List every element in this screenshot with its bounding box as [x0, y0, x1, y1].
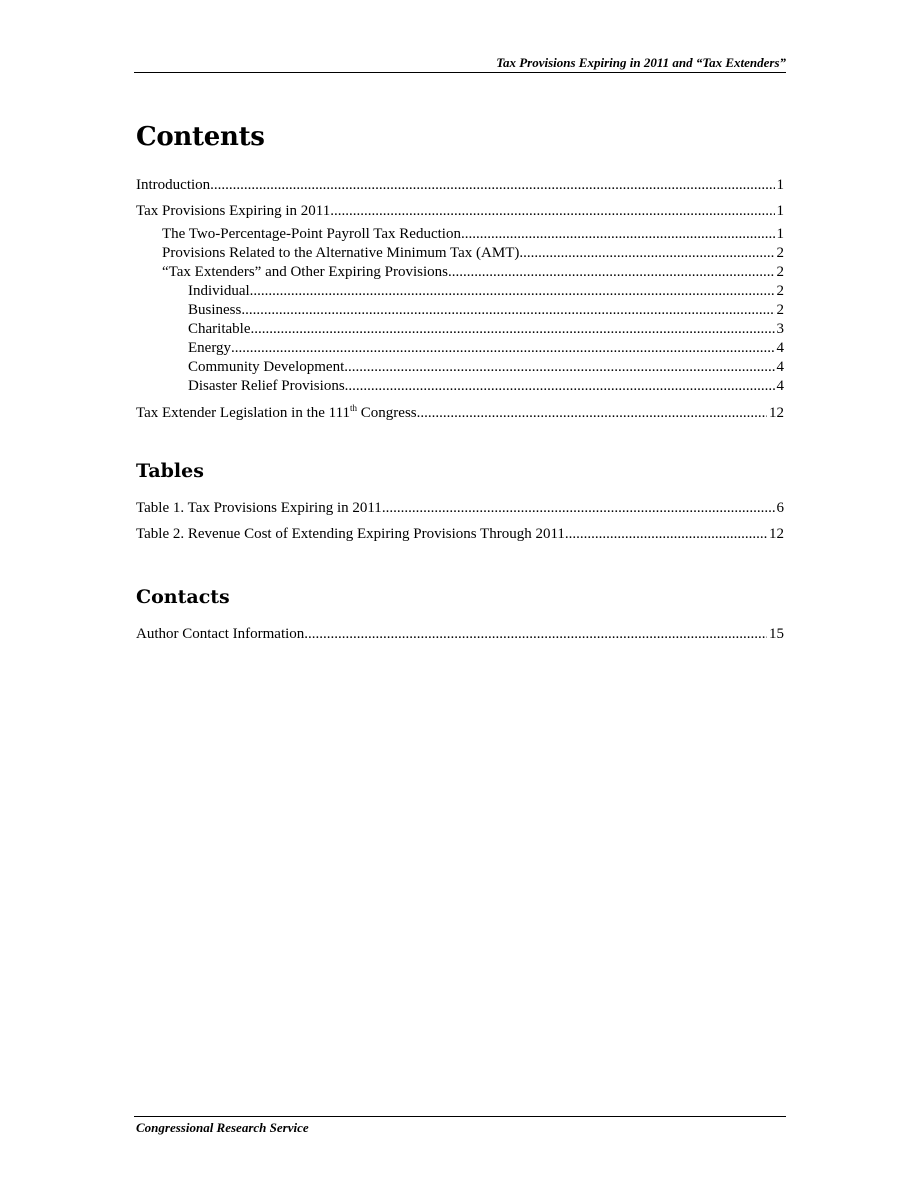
toc-entry-111th-congress[interactable] — [136, 399, 784, 421]
footer-rule — [134, 1116, 786, 1117]
toc-entry-label: Provisions Related to the Alternative Minimum Tax (AMT) — [162, 245, 520, 261]
toc-entry-table-2[interactable] — [136, 525, 784, 544]
toc-entry-introduction[interactable] — [136, 176, 784, 195]
toc-label-text: Congress — [357, 405, 417, 421]
toc-entry-individual[interactable] — [188, 282, 784, 301]
toc-entry-label: Charitable — [188, 321, 251, 337]
toc-entry-amt-provisions[interactable] — [162, 244, 784, 263]
toc-entry-label: “Tax Extenders” and Other Expiring Provisions — [162, 264, 448, 280]
toc-entry-label: Individual — [188, 283, 250, 299]
toc-entry-business[interactable] — [188, 301, 784, 320]
toc-entry-table-1[interactable] — [136, 499, 784, 518]
toc-entry-page: 1 — [776, 226, 784, 242]
toc-entry-energy[interactable] — [188, 339, 784, 358]
dot-leader — [565, 525, 767, 544]
dot-leader — [461, 225, 775, 244]
toc-entry-payroll-tax-reduction[interactable] — [162, 225, 784, 244]
toc-entry-label: Disaster Relief Provisions — [188, 378, 345, 394]
header-rule — [134, 72, 786, 73]
dot-leader — [330, 202, 774, 221]
toc-entry-label: Business — [188, 302, 242, 318]
toc-entry-tax-provisions-expiring[interactable] — [136, 202, 784, 221]
toc-entry-disaster-relief[interactable] — [188, 377, 784, 396]
toc-entry-label: Tax Provisions Expiring in 2011 — [136, 203, 331, 219]
toc-entry-label: Energy — [188, 340, 232, 356]
toc-entry-page: 6 — [776, 500, 784, 516]
tables-heading: Tables — [136, 460, 204, 482]
dot-leader — [417, 404, 767, 423]
dot-leader — [382, 499, 775, 518]
toc-entry-page: 3 — [776, 321, 784, 337]
running-footer: Congressional Research Service — [136, 1120, 309, 1135]
toc-entry-page: 2 — [776, 302, 784, 318]
toc-entry-label: Table 2. Revenue Cost of Extending Expiring Provisions Through 2011 — [136, 526, 565, 542]
toc-entry-page: 1 — [776, 177, 784, 193]
dot-leader — [241, 301, 774, 320]
toc-entry-page: 2 — [776, 245, 784, 261]
toc-label-text: Tax Extender Legislation in the 111 — [136, 405, 351, 421]
toc-entry-page: 12 — [769, 526, 784, 542]
dot-leader — [210, 176, 774, 195]
toc-entry-page: 2 — [776, 283, 784, 299]
ordinal-suffix: th — [350, 403, 358, 413]
dot-leader — [344, 358, 774, 377]
dot-leader — [345, 377, 775, 396]
dot-leader — [250, 282, 775, 301]
toc-entry-page: 4 — [776, 378, 784, 394]
dot-leader — [250, 320, 774, 339]
dot-leader — [231, 339, 774, 358]
dot-leader — [519, 244, 774, 263]
contacts-heading: Contacts — [136, 586, 230, 608]
running-header: Tax Provisions Expiring in 2011 and “Tax Extenders” — [496, 55, 786, 70]
toc-entry-page: 4 — [776, 359, 784, 375]
toc-entry-page: 1 — [776, 203, 784, 219]
toc-entry-label — [136, 399, 417, 423]
toc-entry-page: 2 — [776, 264, 784, 280]
dot-leader — [448, 263, 775, 282]
toc-entry-page: 15 — [769, 626, 784, 642]
toc-entry-charitable[interactable] — [188, 320, 784, 339]
toc-entry-tax-extenders[interactable] — [162, 263, 784, 282]
toc-entry-label: Table 1. Tax Provisions Expiring in 2011 — [136, 500, 382, 516]
toc-entry-label: The Two-Percentage-Point Payroll Tax Reduction — [162, 226, 461, 242]
contents-heading: Contents — [136, 122, 265, 152]
dot-leader — [304, 625, 767, 644]
toc-entry-label: Community Development — [188, 359, 345, 375]
toc-entry-page: 4 — [776, 340, 784, 356]
toc-entry-author-contact[interactable] — [136, 625, 784, 644]
toc-entry-page: 12 — [769, 405, 784, 421]
toc-entry-community-development[interactable] — [188, 358, 784, 377]
toc-entry-label: Introduction — [136, 177, 211, 193]
toc-entry-label: Author Contact Information — [136, 626, 305, 642]
